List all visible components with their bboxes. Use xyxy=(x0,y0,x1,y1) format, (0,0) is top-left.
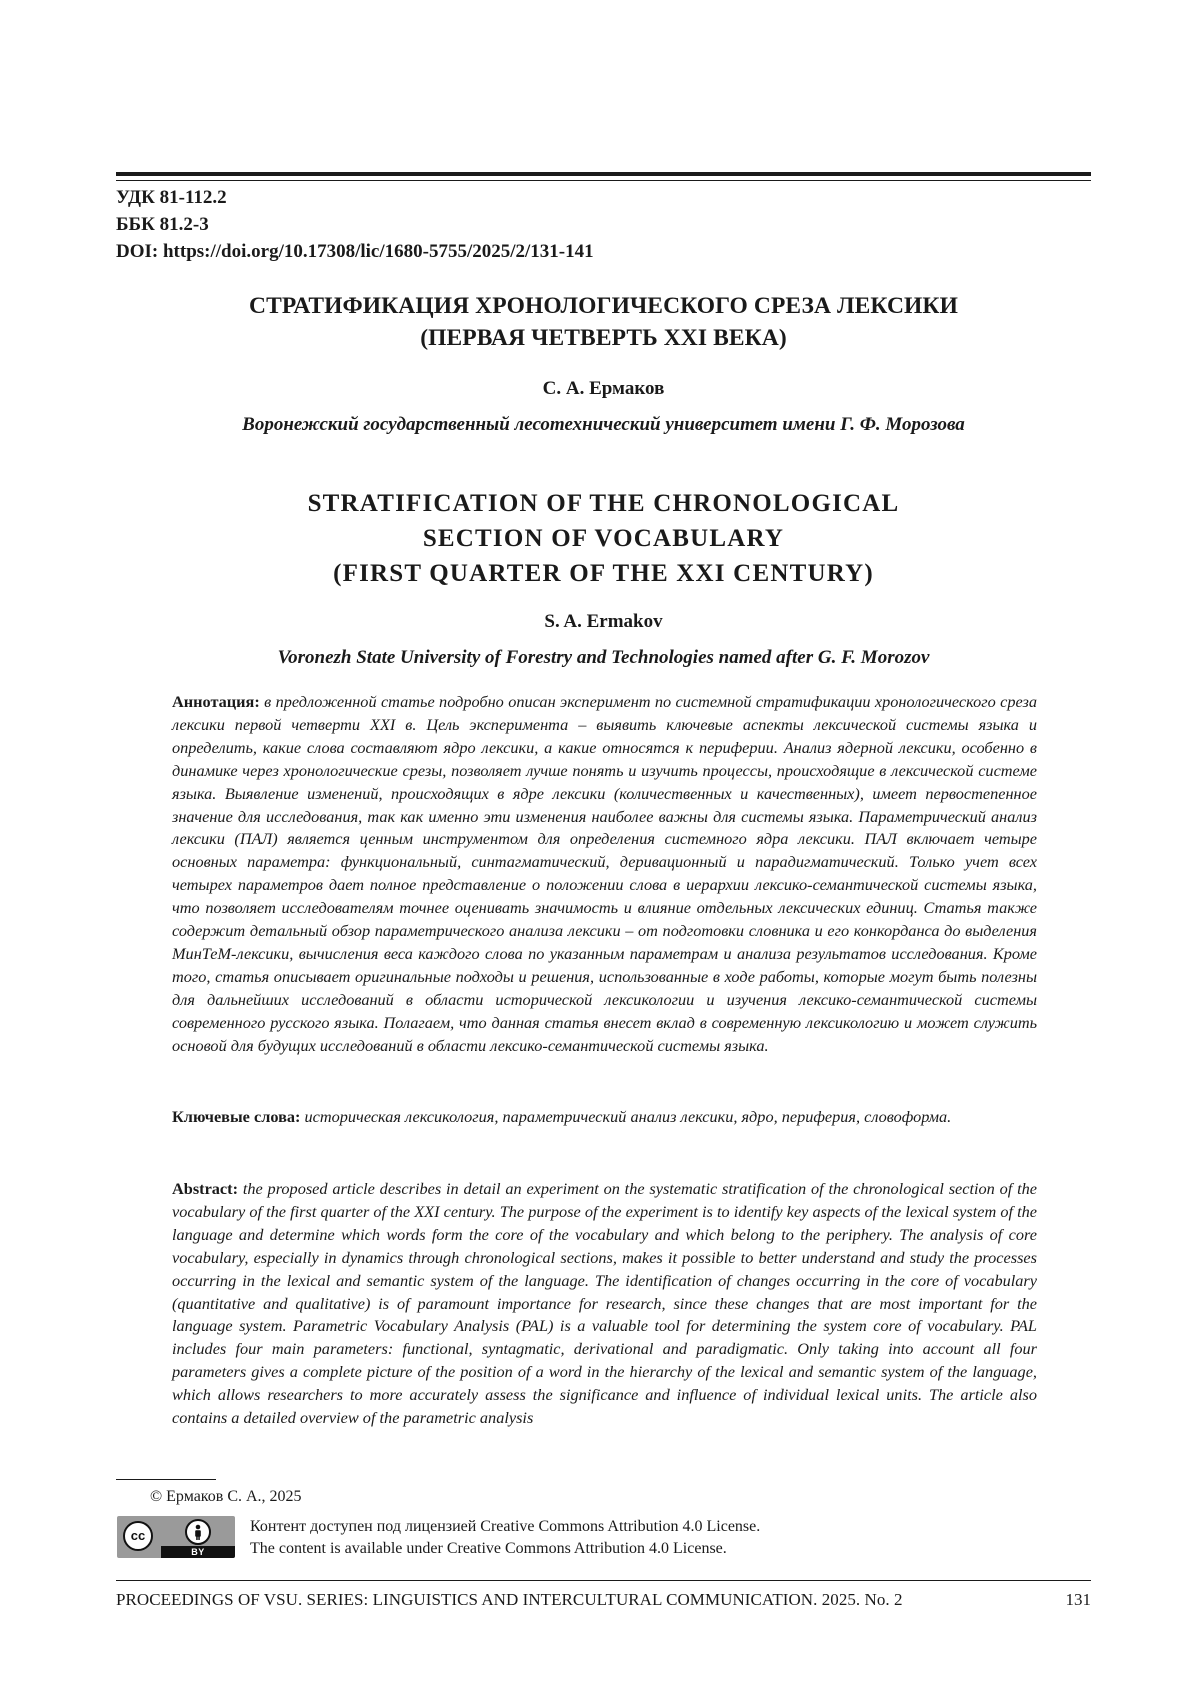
header-rule-thin xyxy=(116,180,1091,181)
author-name-en: S. A. Ermakov xyxy=(116,609,1091,635)
footer-rule xyxy=(116,1580,1091,1581)
attribution-person-icon xyxy=(185,1519,211,1545)
by-box xyxy=(161,1516,235,1558)
keywords-ru xyxy=(172,1106,1037,1129)
page-number: 131 xyxy=(1066,1588,1092,1612)
author-name-ru: С. А. Ермаков xyxy=(116,376,1091,402)
license-text-ru: Контент доступен под лицензией Creative Commons Attribution 4.0 License. xyxy=(250,1516,760,1538)
keywords-ru-label: Ключевые слова: xyxy=(172,1107,300,1126)
bbk-code: ББК 81.2-3 xyxy=(116,211,594,238)
affiliation-en: Voronezh State University of Forestry and Technologies named after G. F. Morozov xyxy=(116,645,1091,671)
udk-code: УДК 81-112.2 xyxy=(116,184,594,211)
article-title-ru xyxy=(116,290,1091,354)
article-title-en xyxy=(116,486,1091,591)
license-text xyxy=(250,1516,760,1560)
abstract-ru-label: Аннотация: xyxy=(172,692,260,711)
doi-link[interactable]: DOI: https://doi.org/10.17308/lic/1680-5755/2025/2/131-141 xyxy=(116,238,594,265)
license-text-en: The content is available under Creative Commons Attribution 4.0 License. xyxy=(250,1538,760,1560)
abstract-en-label: Abstract: xyxy=(172,1179,238,1198)
classification-block xyxy=(116,184,594,265)
copyright-notice: © Ермаков С. А., 2025 xyxy=(150,1486,302,1508)
cc-by-license-badge[interactable] xyxy=(117,1516,235,1558)
abstract-ru xyxy=(172,691,1037,1058)
title-ru-line-1: СТРАТИФИКАЦИЯ ХРОНОЛОГИЧЕСКОГО СРЕЗА ЛЕКСИКИ xyxy=(116,290,1091,322)
affiliation-ru: Воронежский государственный лесотехнический университет имени Г. Ф. Морозова xyxy=(116,412,1091,438)
title-ru-line-2: (ПЕРВАЯ ЧЕТВЕРТЬ XXI ВЕКА) xyxy=(116,322,1091,354)
abstract-ru-text: в предложенной статье подробно описан эксперимент по системной стратификации хронологического среза лексики первой четверти XXI в. Цель эксперимента – выявить ключевые аспекты лексической системы языка и определить, какие слова составляют ядро лексики, а какие относятся к периферии. Анализ ядерной лексики, особенно в динамике через хронологические срезы, позволяет лучше понять и изучить процессы, происходящие в лексической системе языка. Выявление изменений, происходящих в ядре лексики (количественных и качественных), имеет первостепенное значение для исследования, так как именно эти изменения наиболее важны для системы языка. Параметрический анализ лексики (ПАЛ) является ценным инструментом для определения системного ядра лексики. ПАЛ включает четыре основных параметра: функциональный, синтагматический, деривационный и парадигматический. Только учет всех четырех параметров дает полное представление о положении слова в иерархии лексико-семантической системы языка, что позволяет исследователям точнее оценивать значимость и влияние отдельных лексических единиц. Статья также содержит детальный обзор параметрического анализа лексики – от подготовки словника и его конкорданса до выделения МинТеМ-лексики, вычисления веса каждого слова по указанным параметрам и анализа результатов исследования. Кроме того, статья описывает оригинальные подходы и решения, использованные в ходе работы, которые могут быть полезны для дальнейших исследований в области исторической лексикологии и изучения лексико-семантической системы современного русского языка. Полагаем, что данная статья внесет вклад в современную лексикологию и может служить основой для будущих исследований в области лексико-семантической системы языка. xyxy=(172,692,1037,1055)
abstract-en xyxy=(172,1178,1037,1430)
keywords-ru-text: историческая лексикология, параметрический анализ лексики, ядро, периферия, словоформа. xyxy=(305,1107,952,1126)
by-label: BY xyxy=(161,1546,235,1558)
title-en-line-2: SECTION OF VOCABULARY xyxy=(116,521,1091,556)
footnote-rule xyxy=(116,1479,216,1480)
title-en-line-3: (FIRST QUARTER OF THE XXI CENTURY) xyxy=(116,556,1091,591)
cc-icon: cc xyxy=(123,1521,153,1551)
journal-name: PROCEEDINGS OF VSU. SERIES: LINGUISTICS AND INTERCULTURAL COMMUNICATION. 2025. No. 2 xyxy=(116,1588,903,1612)
header-rule-thick xyxy=(116,172,1091,176)
journal-page xyxy=(0,0,1200,1697)
title-en-line-1: STRATIFICATION OF THE CHRONOLOGICAL xyxy=(116,486,1091,521)
abstract-en-text: the proposed article describes in detail an experiment on the systematic stratification of the chronological section of the vocabulary of the first quarter of the XXI century. The purpose of the experiment is to identify key aspects of the lexical system of the language and determine which words form the core of the vocabulary and which belong to the periphery. The analysis of core vocabulary, especially in dynamics through chronological sections, makes it possible to better understand and study the processes occurring in the lexical and semantic system of the language. The identification of changes occurring in the core of vocabulary (quantitative and qualitative) is of paramount importance for research, since these changes that are most important for the language system. Parametric Vocabulary Analysis (PAL) is a valuable tool for determining the system core of vocabulary. PAL includes four main parameters: functional, syntagmatic, derivational and paradigmatic. Only taking into account all four parameters gives a complete picture of the position of a word in the hierarchy of the lexical and semantic system of the language, which allows researchers to more accurately assess the significance and influence of individual lexical units. The article also contains a detailed overview of the parametric analysis xyxy=(172,1179,1037,1427)
